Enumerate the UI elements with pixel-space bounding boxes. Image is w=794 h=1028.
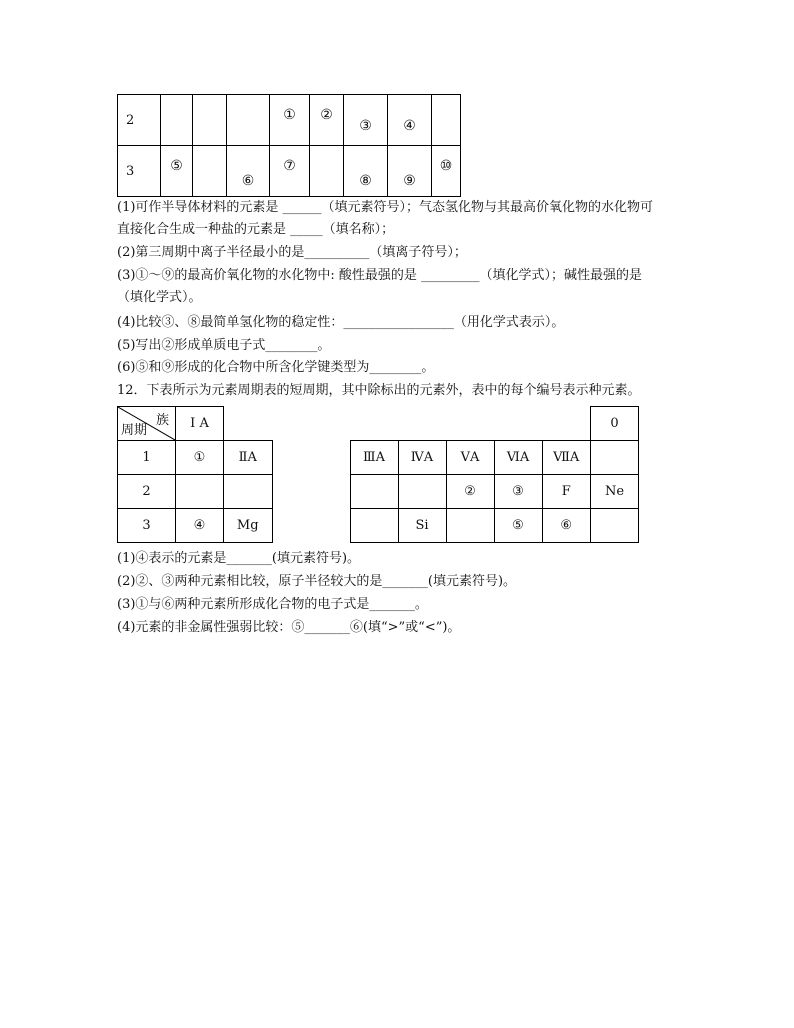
table-row — [118, 407, 639, 441]
table-cell — [176, 475, 224, 509]
period-cell: 1 — [118, 441, 176, 475]
table-cell: ④ — [176, 509, 224, 543]
table-cell: ⑧ — [344, 146, 388, 197]
question-line: (5)写出②形成单质电子式________。 — [117, 338, 331, 353]
question-line: (2)②、③两种元素相比较，原子半径较大的是_______(填元素符号)。 — [117, 574, 517, 589]
table-cell: ④ — [388, 95, 432, 146]
table-cell: ⑦ — [270, 146, 310, 197]
group-header: ⅥA — [494, 441, 542, 475]
table-cell — [398, 475, 446, 509]
table-cell — [591, 509, 639, 543]
question-line: (3)①与⑥两种元素所形成化合物的电子式是_______。 — [117, 597, 428, 612]
question-line: (6)⑤和⑨形成的化合物中所含化学键类型为________。 — [117, 360, 435, 375]
table-cell — [310, 146, 344, 197]
periodic-table-fragment — [117, 94, 461, 197]
question-line: (1)可作半导体材料的元素是 ______（填元素符号）；气态氢化物与其最高价氧化物的水化物可 — [117, 200, 654, 215]
table-cell — [350, 475, 398, 509]
period-cell: 3 — [118, 509, 176, 543]
table-cell — [224, 475, 273, 509]
table-row — [118, 509, 639, 543]
table-cell: ③ — [494, 475, 542, 509]
header-group-label: 族 — [155, 413, 169, 428]
table-cell: ② — [310, 95, 344, 146]
table-cell: ① — [270, 95, 310, 146]
period-cell: 2 — [118, 475, 176, 509]
table-cell — [227, 95, 270, 146]
table-cell — [161, 95, 193, 146]
table-cell — [432, 95, 461, 146]
group-header: 0 — [591, 407, 639, 441]
table-cell: ⑩ — [432, 146, 461, 197]
table-cell — [193, 146, 227, 197]
table-cell: ⑥ — [227, 146, 270, 197]
table-cell: ⑤ — [494, 509, 542, 543]
short-period-table — [117, 406, 639, 543]
question-line: 直接化合生成一种盐的元素是 _____（填名称）； — [117, 222, 395, 237]
table-row — [118, 475, 639, 509]
group-header: ⅦA — [542, 441, 591, 475]
question-line: （填化学式）。 — [117, 290, 202, 305]
table-cell: ③ — [344, 95, 388, 146]
table-cell: ① — [176, 441, 224, 475]
question-line: (2)第三周期中离子半径最小的是__________（填离子符号）； — [117, 245, 467, 260]
table-cell — [350, 509, 398, 543]
table-cell: Mg — [224, 509, 273, 543]
header-diagonal-cell — [118, 407, 176, 441]
table-cell: ② — [446, 475, 494, 509]
group-header: ⅡA — [224, 441, 273, 475]
table-cell — [446, 509, 494, 543]
question-line: (1)④表示的元素是_______(填元素符号)。 — [117, 551, 361, 566]
table-row — [118, 95, 461, 146]
question-line: (4)比较③、⑧最简单氢化物的稳定性：_________________（用化学式表示）。 — [117, 315, 565, 330]
table-cell: ⑨ — [388, 146, 432, 197]
table-cell: F — [542, 475, 591, 509]
period-cell: 3 — [118, 146, 161, 197]
question-line: (3)①～⑨的最高价氧化物的水化物中: 酸性最强的是 _________（填化学式）；碱性最强的是 — [117, 268, 643, 283]
table-cell — [591, 441, 639, 475]
group-header: ⅢA — [350, 441, 398, 475]
table-row — [118, 441, 639, 475]
question-line: (4)元素的非金属性强弱比较：⑤_______⑥(填“>”或“<”)。 — [117, 620, 461, 635]
group-header: I A — [176, 407, 224, 441]
table-cell: Si — [398, 509, 446, 543]
group-header: ⅣA — [398, 441, 446, 475]
question-title: 12．下表所示为元素周期表的短周期，其中除标出的元素外，表中的每个编号表示种元素。 — [117, 383, 641, 398]
table-cell: Ne — [591, 475, 639, 509]
period-cell: 2 — [118, 95, 161, 146]
group-header: ⅤA — [446, 441, 494, 475]
table-cell — [193, 95, 227, 146]
table-row — [118, 146, 461, 197]
header-period-label: 周期 — [121, 423, 148, 438]
table-cell: ⑤ — [161, 146, 193, 197]
table-cell: ⑥ — [542, 509, 591, 543]
